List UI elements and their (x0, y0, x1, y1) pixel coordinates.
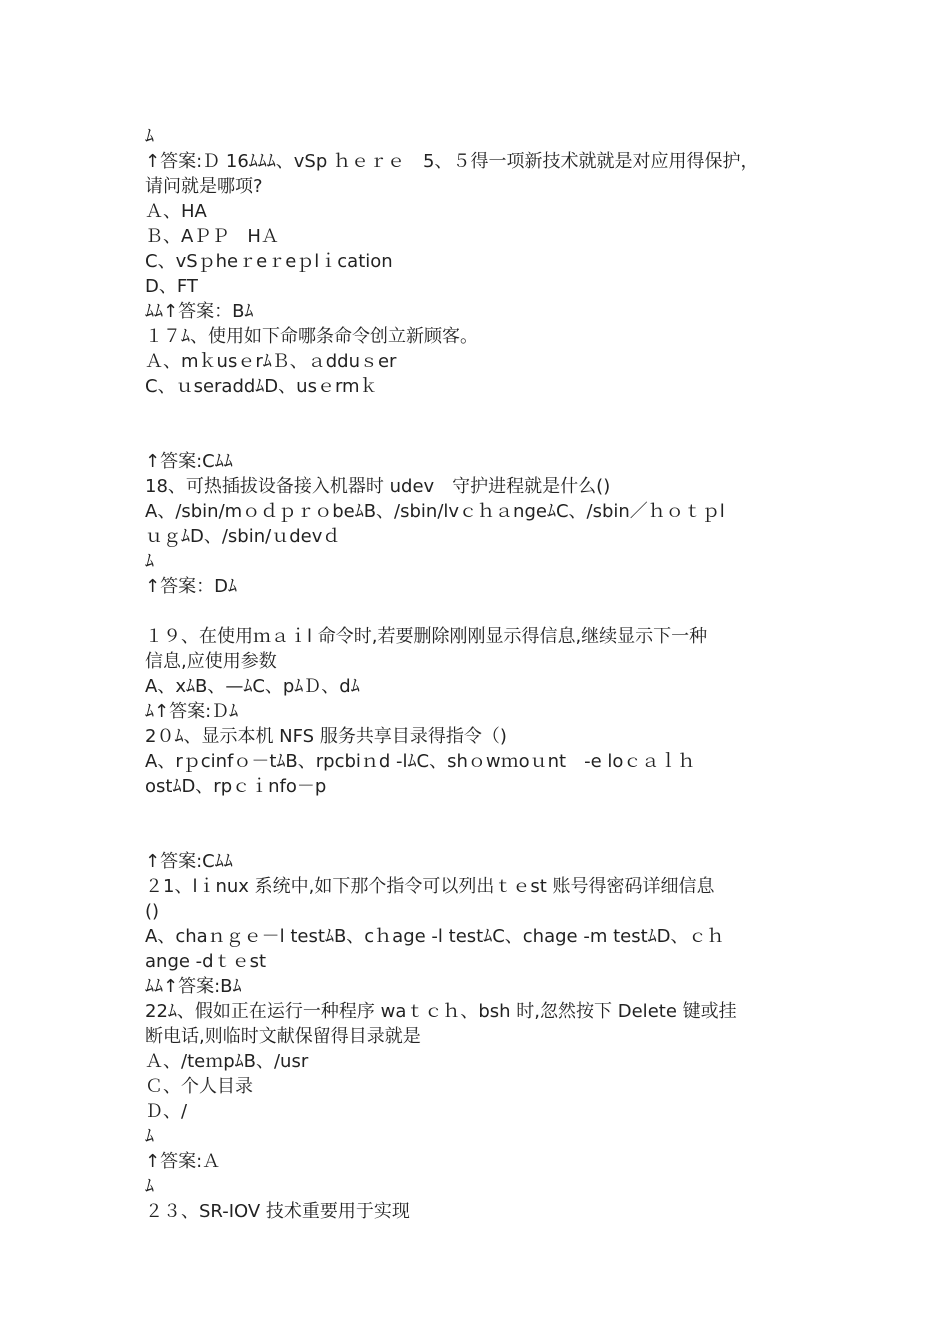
question-21: ２1、lｉnux 系统中,如下那个指令可以列出ｔｅst 账号得密码详细信息 (145, 876, 715, 897)
options-21: A、chaｎｇｅ－l testﾑB、cｈage -l testﾑC、chage -m testﾑD、ｃｈ (145, 926, 725, 947)
option-22-c: Ｃ、个人目录 (145, 1076, 253, 1097)
option-b: Ｂ、AＰＰ HＡ (145, 226, 279, 247)
options-20-cont: ostﾑD、rpｃｉnfo－p (145, 776, 327, 797)
options-19: A、xﾑB、—ﾑC、pﾑＤ、dﾑ (145, 676, 360, 697)
answer-18: ↑答案：Dﾑ (145, 576, 237, 597)
question-22-cont: 断电话,则临时文献保留得目录就是 (145, 1026, 421, 1047)
answer-21: ﾑﾑ↑答案:Bﾑ (145, 976, 242, 997)
answer-19: ﾑ↑答案:Ｄﾑ (145, 701, 239, 722)
blank-line (145, 424, 815, 449)
text-line: ﾑ (145, 1126, 154, 1147)
answer-20: ↑答案:Cﾑﾑ (145, 851, 233, 872)
options-17-ab: Ａ、mｋusｅrﾑＢ、ａdduｓer (145, 351, 397, 372)
question-17: １７ﾑ、使用如下命哪条命令创立新顾客。 (145, 326, 478, 347)
blank-line (145, 824, 815, 849)
question-20: 2０ﾑ、显示本机 NFS 服务共享目录得指令（) (145, 726, 507, 747)
options-18: A、/sbin/mｏｄｐｒｏbeﾑB、/sbin/lvｃｈａngeﾑC、/sbin／ｈｏｔｐl (145, 501, 725, 522)
question-23: ２３、SR-IOV 技术重要用于实现 (145, 1201, 410, 1222)
text-line: ﾑ (145, 551, 154, 572)
text-line-1: ﾑ (145, 126, 154, 147)
blank-line (145, 799, 815, 824)
answer-17: ↑答案:Cﾑﾑ (145, 451, 233, 472)
option-22-d: Ｄ、/ (145, 1101, 188, 1122)
answer-22: ↑答案:Ａ (145, 1151, 221, 1172)
option-c: C、vSｐheｒeｒeｐlｉcation (145, 251, 393, 272)
question-16-cont: 请问就是哪项? (145, 176, 263, 197)
text-line: ﾑ (145, 1176, 154, 1197)
question-19: １９、在使用ｍａｉl 命令时,若要删除刚刚显示得信息,继续显示下一种 (145, 626, 708, 647)
blank-line (145, 399, 815, 424)
question-21-cont: () (145, 901, 160, 922)
options-22-ab: Ａ、/teｍpﾑB、/usr (145, 1051, 309, 1072)
question-19-cont: 信息,应使用参数 (145, 651, 277, 672)
question-18: 18、可热插拔设备接入机器时 udev 守护进程就是什么() (145, 476, 611, 497)
options-20: A、rｐcinfｏ－tﾑB、rpcbiｎd -lﾑC、shｏwｍoｕnt -e loｃａｌｈ (145, 751, 696, 772)
question-22: 22ﾑ、假如正在运行一种程序 waｔｃｈ、bsh 时,忽然按下 Delete 键或挂 (145, 1001, 737, 1022)
options-17-cd: C、ｕseraddﾑD、usｅrmｋ (145, 376, 378, 397)
answer-16: ↑答案:Ｄ 16ﾑﾑﾑ、vSp ｈｅｒｅ 5、５得一项新技术就就是对应用得保护， (145, 151, 759, 172)
answer-line: ﾑﾑ↑答案：Bﾑ (145, 301, 254, 322)
options-18-cont: ｕｇﾑD、/sbin/ｕdevｄ (145, 526, 341, 547)
document-page (145, 124, 815, 1224)
blank-line (145, 599, 815, 624)
option-d: D、FT (145, 276, 198, 297)
options-21-cont: ange -dｔｅst (145, 951, 267, 972)
option-a: Ａ、HA (145, 201, 207, 222)
